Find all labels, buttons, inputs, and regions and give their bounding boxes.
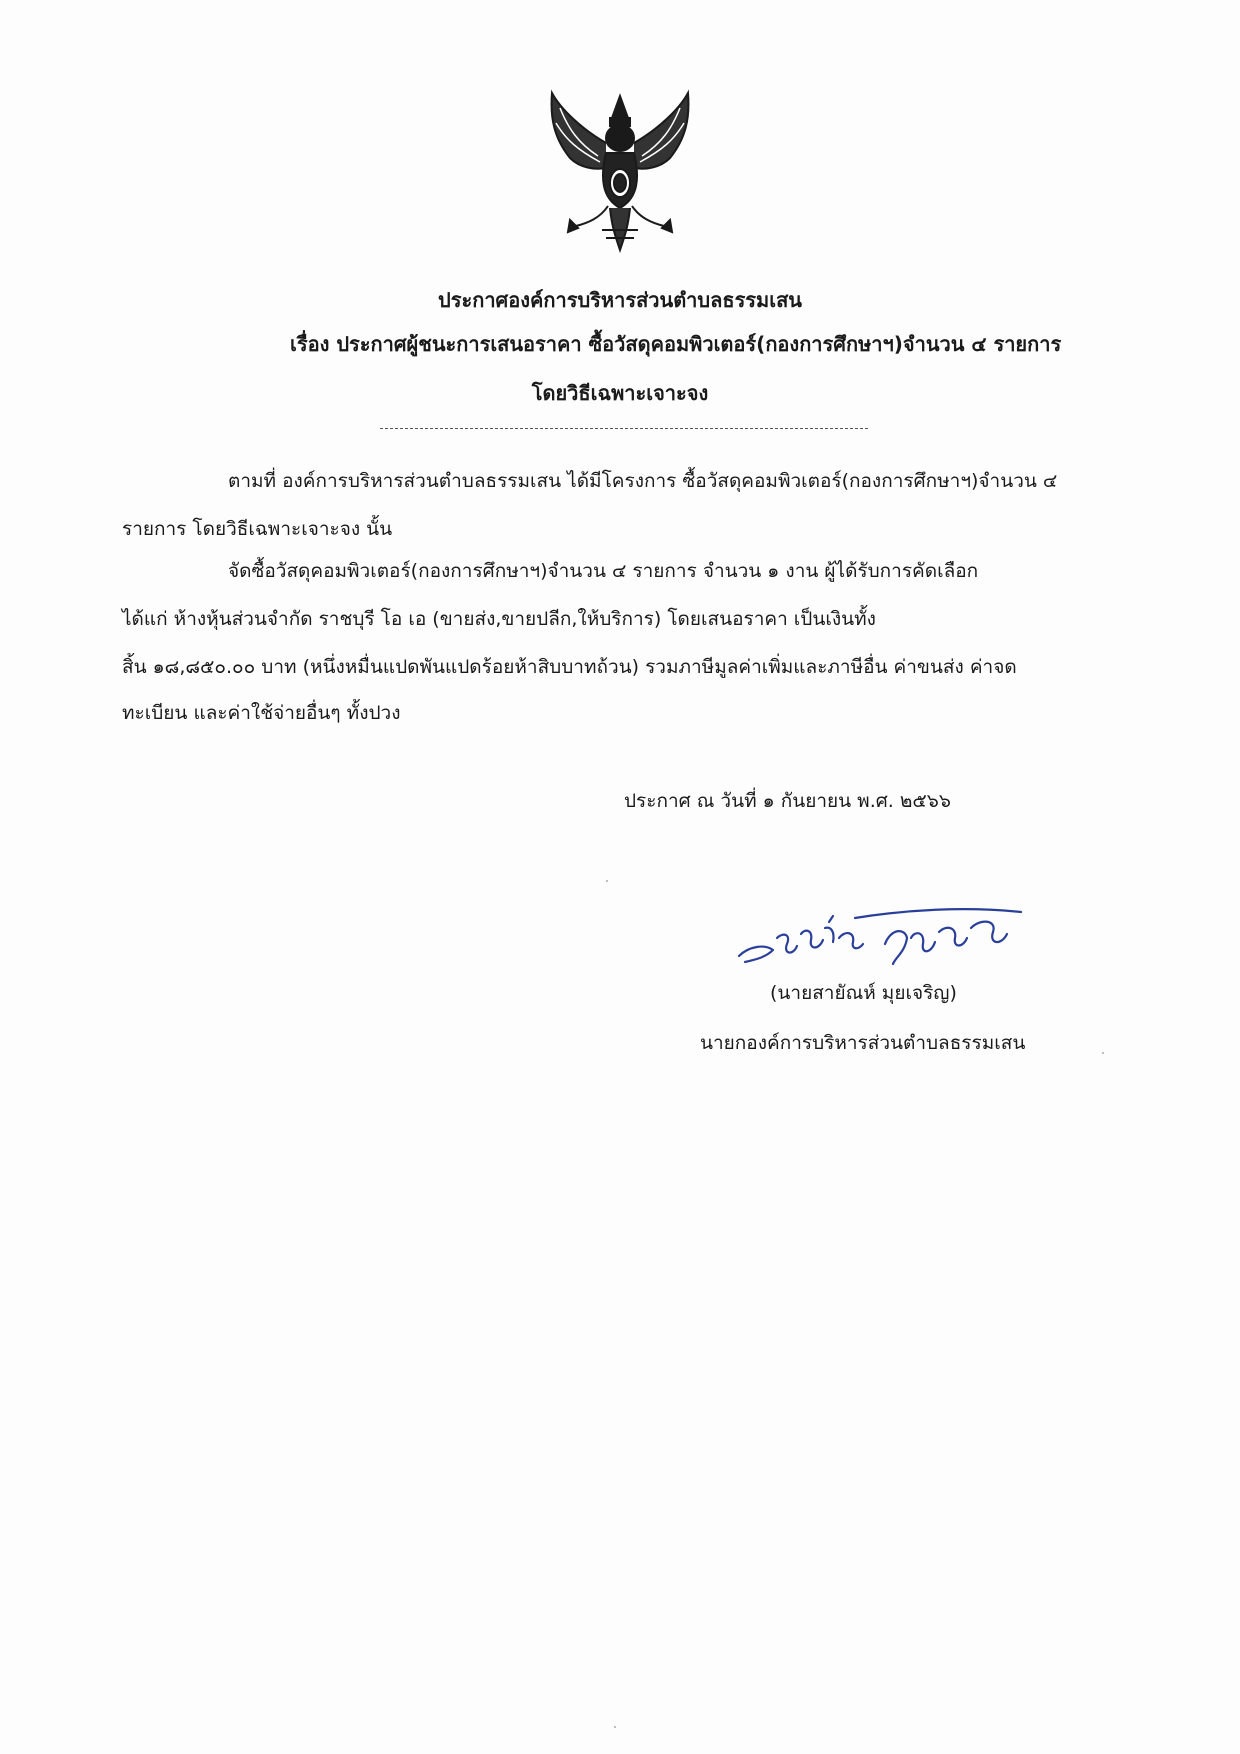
scan-speck (614, 1726, 616, 1728)
announcement-subject: เรื่อง ประกาศผู้ชนะการเสนอราคา ซื้อวัสดุคอมพิวเตอร์(กองการศึกษาฯ)จำนวน ๔ รายการ (290, 332, 1062, 356)
announcement-title: ประกาศองค์การบริหารส่วนตำบลธรรมเสน (438, 288, 802, 312)
paragraph-2-line-4: ทะเบียน และค่าใช้จ่ายอื่นๆ ทั้งปวง (122, 702, 401, 724)
paragraph-2-line-1: จัดซื้อวัสดุคอมพิวเตอร์(กองการศึกษาฯ)จำนวน ๔ รายการ จำนวน ๑ งาน ผู้ได้รับการคัดเลือก (228, 560, 979, 582)
handwritten-signature (735, 898, 1035, 968)
announcement-date: ประกาศ ณ วันที่ ๑ กันยายน พ.ศ. ๒๕๖๖ (624, 790, 951, 812)
paragraph-2-line-3: สิ้น ๑๘,๘๕๐.๐๐ บาท (หนึ่งหมื่นแปดพันแปดร้อยห้าสิบบาทถ้วน) รวมภาษีมูลค่าเพิ่มและภาษีอื่น ค่าขนส่ง ค่าจด (122, 656, 1017, 678)
paragraph-1-line-1: ตามที่ องค์การบริหารส่วนตำบลธรรมเสน ได้มีโครงการ ซื้อวัสดุคอมพิวเตอร์(กองการศึกษาฯ)จำนวน ๔ (228, 470, 1058, 492)
scan-speck (1102, 1052, 1104, 1054)
procurement-method: โดยวิธีเฉพาะเจาะจง (531, 381, 709, 405)
header-separator (380, 428, 868, 429)
signer-name: (นายสายัณห์ มุยเจริญ) (770, 982, 957, 1004)
paragraph-2-line-2: ได้แก่ ห้างหุ้นส่วนจำกัด ราชบุรี โอ เอ (ขายส่ง,ขายปลีก,ให้บริการ) โดยเสนอราคา เป็นเงินทั้ง (122, 608, 876, 630)
signer-title: นายกองค์การบริหารส่วนตำบลธรรมเสน (700, 1032, 1026, 1054)
paragraph-1-line-2: รายการ โดยวิธีเฉพาะเจาะจง นั้น (122, 518, 393, 540)
garuda-emblem-icon (540, 88, 700, 258)
scan-speck (606, 880, 608, 882)
